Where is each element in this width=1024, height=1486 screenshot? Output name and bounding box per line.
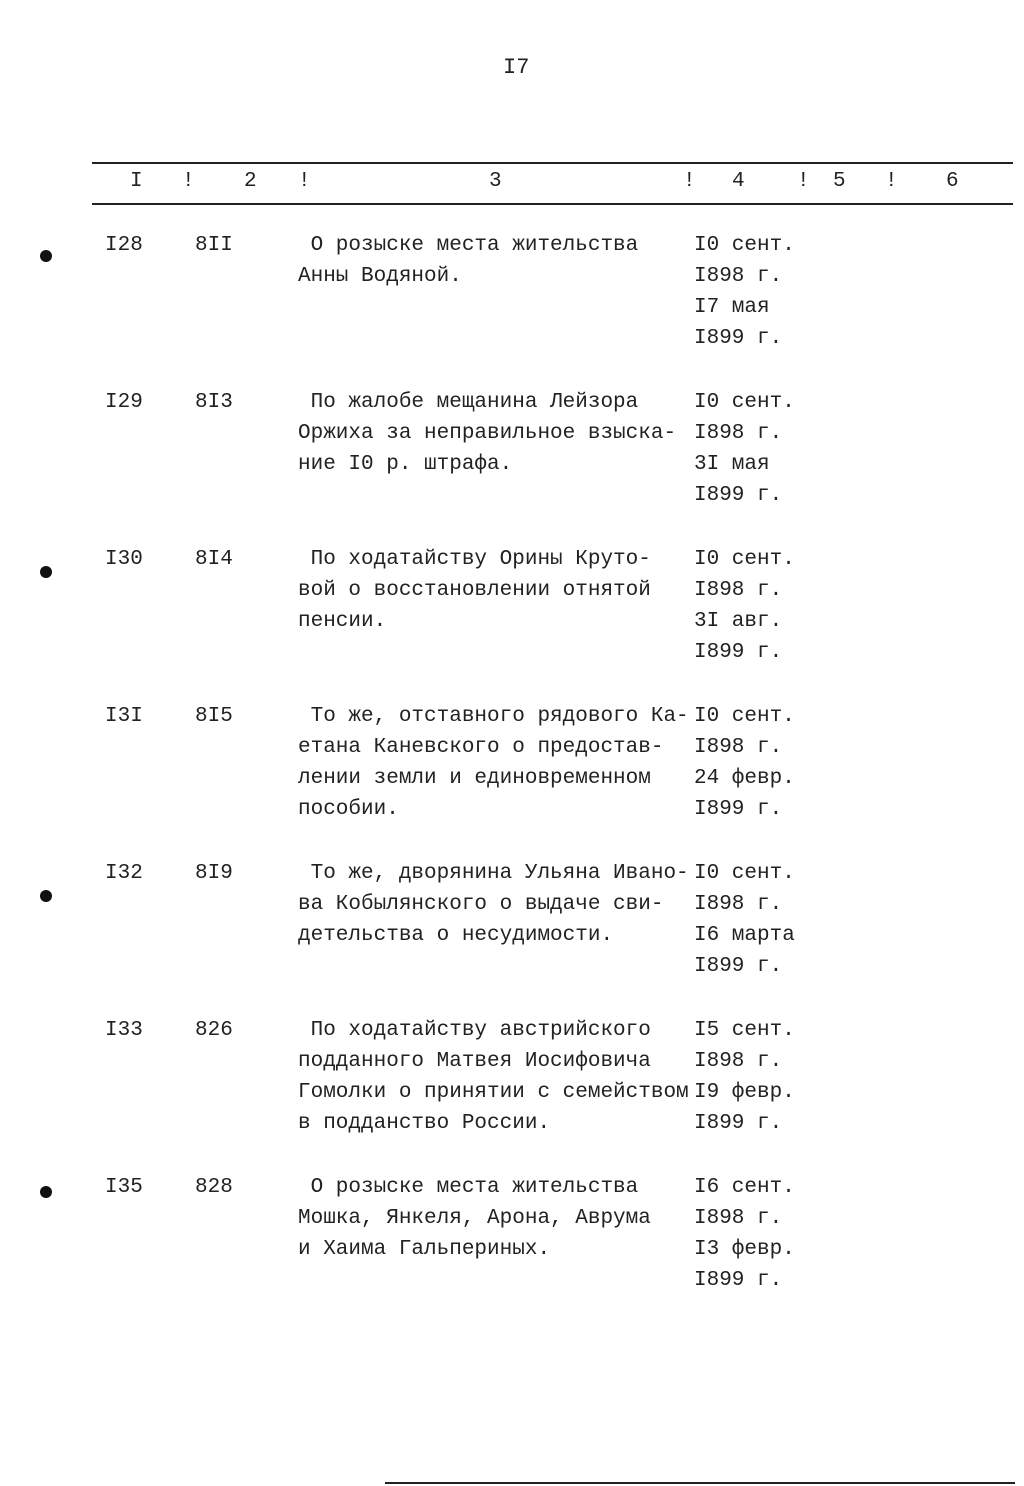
table-row (0, 1172, 1024, 1329)
table-row (0, 387, 1024, 544)
binding-hole-mark (40, 566, 52, 578)
date-line: I899 г. (694, 1269, 783, 1292)
record-description (298, 1172, 651, 1265)
date-line: I898 г. (694, 422, 783, 445)
table-header-rule (92, 203, 1013, 205)
description-line: То же, дворянина Ульяна Ивано- (298, 862, 689, 885)
description-line: етана Каневского о предостав- (298, 736, 664, 759)
header-separator: ! (797, 170, 810, 193)
record-description (298, 230, 638, 292)
description-line: О розыске места жительства (298, 1176, 639, 1199)
date-line: 3I авг. (694, 610, 783, 633)
record-number: I30 (105, 548, 143, 571)
header-col-6: 6 (946, 170, 959, 193)
date-line: I6 сент. (694, 1176, 795, 1199)
binding-hole-mark (40, 250, 52, 262)
description-line: Оржиха за неправильное взыска- (298, 422, 677, 445)
description-line: Гомолки о принятии с семейством (298, 1081, 689, 1104)
record-description (298, 387, 676, 480)
date-line: 24 февр. (694, 767, 795, 790)
page-number: I7 (503, 55, 530, 80)
record-dates (694, 544, 795, 668)
table-row (0, 701, 1024, 858)
record-reference: 8II (195, 234, 233, 257)
date-line: I899 г. (694, 1112, 783, 1135)
header-col-4: 4 (732, 170, 745, 193)
date-line: I898 г. (694, 1207, 783, 1230)
date-line: I899 г. (694, 798, 783, 821)
header-col-2: 2 (244, 170, 257, 193)
binding-hole-mark (40, 1186, 52, 1198)
date-line: I899 г. (694, 484, 783, 507)
record-number: I32 (105, 862, 143, 885)
description-line: О розыске места жительства (298, 234, 639, 257)
record-dates (694, 230, 795, 354)
table-row (0, 1015, 1024, 1172)
record-number: I28 (105, 234, 143, 257)
description-line: То же, отставного рядового Ка- (298, 705, 689, 728)
date-line: I898 г. (694, 265, 783, 288)
record-description (298, 544, 651, 637)
date-line: I0 сент. (694, 391, 795, 414)
date-line: I5 сент. (694, 1019, 795, 1042)
date-line: I898 г. (694, 736, 783, 759)
description-line: ние I0 р. штрафа. (298, 453, 513, 476)
table-row (0, 858, 1024, 1015)
date-line: I899 г. (694, 955, 783, 978)
record-description (298, 858, 689, 951)
header-separator: ! (885, 170, 898, 193)
date-line: I0 сент. (694, 548, 795, 571)
date-line: I898 г. (694, 893, 783, 916)
date-line: I0 сент. (694, 234, 795, 257)
record-dates (694, 387, 795, 511)
description-line: ва Кобылянского о выдаче сви- (298, 893, 664, 916)
date-line: I0 сент. (694, 705, 795, 728)
record-reference: 8I4 (195, 548, 233, 571)
description-line: детельства о несудимости. (298, 924, 614, 947)
record-dates (694, 701, 795, 825)
record-dates (694, 1172, 795, 1296)
table-row (0, 230, 1024, 387)
description-line: лении земли и единовременном (298, 767, 651, 790)
description-line: пособии. (298, 798, 399, 821)
date-line: 3I мая (694, 453, 770, 476)
record-reference: 828 (195, 1176, 233, 1199)
records-table (0, 230, 1024, 1329)
record-number: I3I (105, 705, 143, 728)
date-line: I3 февр. (694, 1238, 795, 1261)
date-line: I7 мая (694, 296, 770, 319)
description-line: и Хаима Гальпериных. (298, 1238, 551, 1261)
record-reference: 8I3 (195, 391, 233, 414)
record-description (298, 701, 689, 825)
description-line: подданного Матвея Иосифовича (298, 1050, 651, 1073)
header-col-5: 5 (833, 170, 846, 193)
header-separator: ! (298, 170, 311, 193)
record-reference: 826 (195, 1019, 233, 1042)
date-line: I9 февр. (694, 1081, 795, 1104)
table-top-rule (92, 162, 1013, 164)
description-line: Мошка, Янкеля, Арона, Аврума (298, 1207, 651, 1230)
date-line: I899 г. (694, 327, 783, 350)
date-line: I6 марта (694, 924, 795, 947)
description-line: По жалобе мещанина Лейзора (298, 391, 639, 414)
description-line: По ходатайству Орины Круто- (298, 548, 651, 571)
description-line: вой о восстановлении отнятой (298, 579, 651, 602)
date-line: I899 г. (694, 641, 783, 664)
description-line: пенсии. (298, 610, 387, 633)
header-separator: ! (182, 170, 195, 193)
header-col-3: 3 (489, 170, 502, 193)
description-line: Анны Водяной. (298, 265, 462, 288)
date-line: I898 г. (694, 579, 783, 602)
header-separator: ! (683, 170, 696, 193)
page-bottom-rule (385, 1482, 1015, 1484)
record-number: I33 (105, 1019, 143, 1042)
record-reference: 8I9 (195, 862, 233, 885)
description-line: в подданство России. (298, 1112, 551, 1135)
record-dates (694, 1015, 795, 1139)
date-line: I0 сент. (694, 862, 795, 885)
table-row (0, 544, 1024, 701)
record-description (298, 1015, 689, 1139)
record-number: I35 (105, 1176, 143, 1199)
record-reference: 8I5 (195, 705, 233, 728)
date-line: I898 г. (694, 1050, 783, 1073)
description-line: По ходатайству австрийского (298, 1019, 651, 1042)
record-number: I29 (105, 391, 143, 414)
record-dates (694, 858, 795, 982)
header-col-1: I (130, 170, 143, 193)
binding-hole-mark (40, 890, 52, 902)
